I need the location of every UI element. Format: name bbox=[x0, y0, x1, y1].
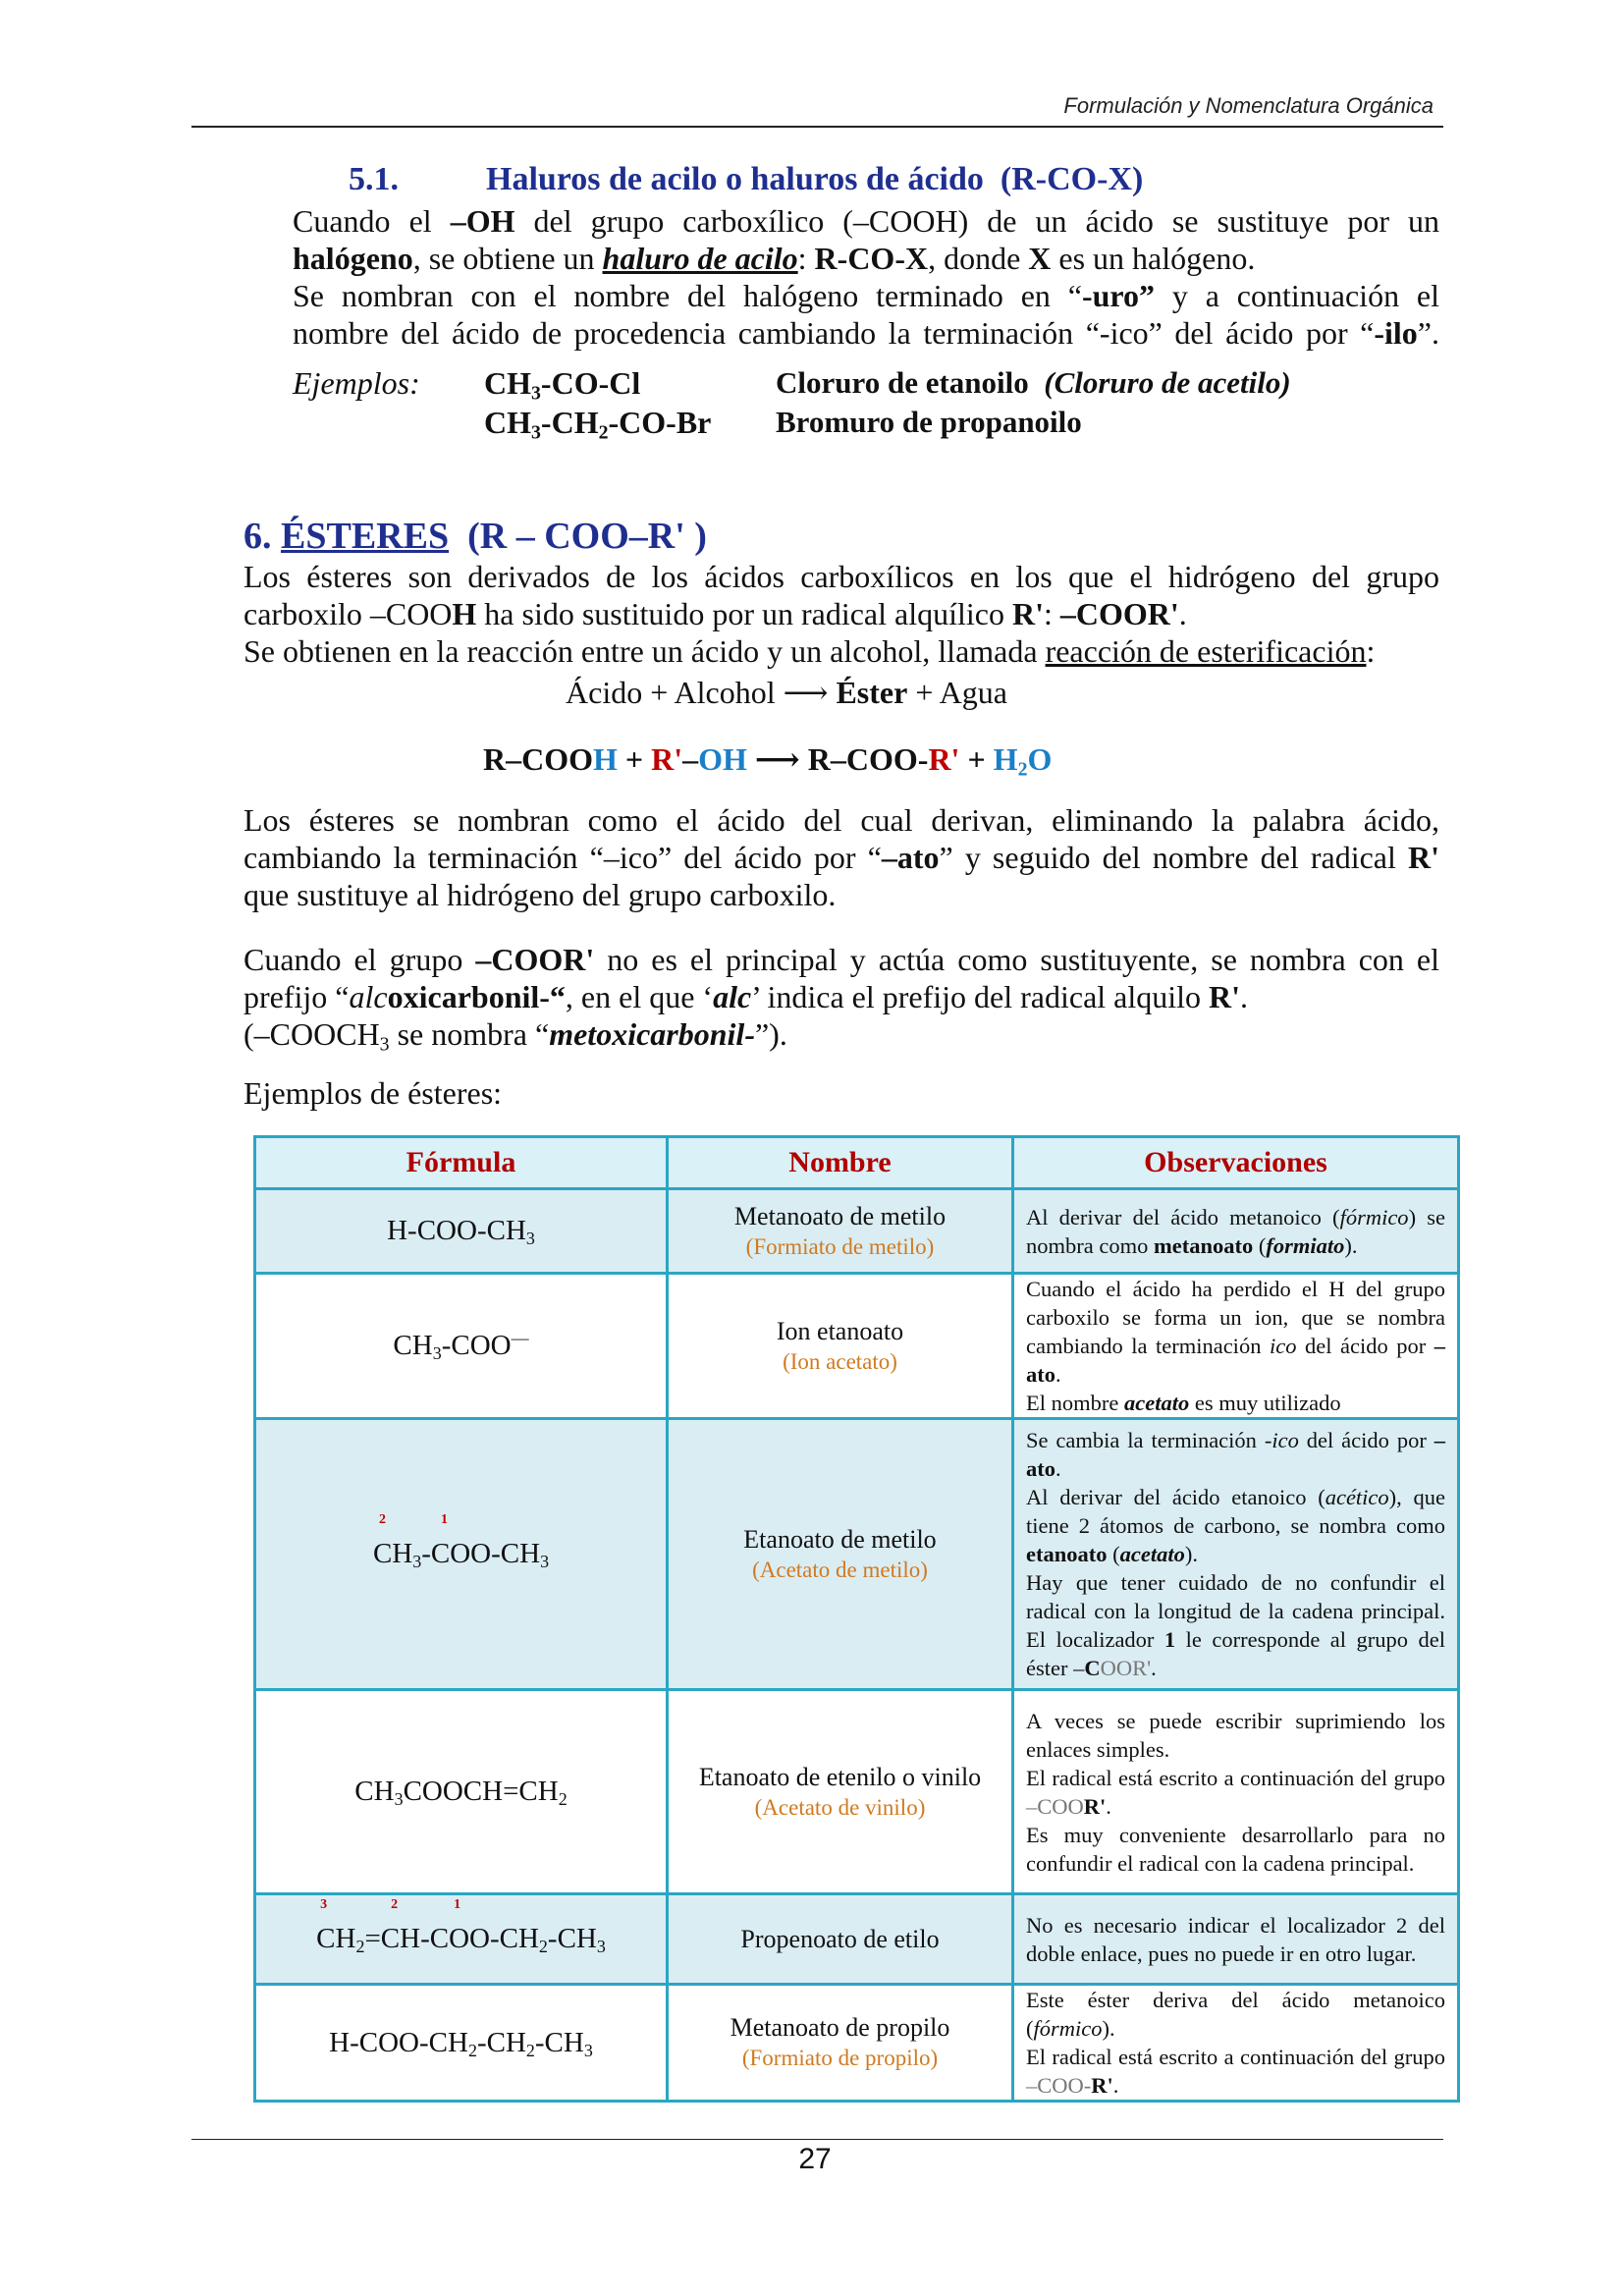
reaction-word-equation: Ácido + Alcohol ⟶ Éster + Agua bbox=[566, 675, 1007, 710]
table-row bbox=[255, 1419, 1459, 1690]
row-2-name: Ion etanoato (Ion acetato) bbox=[668, 1274, 1013, 1419]
row-4-name: Etanoato de etenilo o vinilo (Acetato de vinilo) bbox=[668, 1690, 1013, 1894]
row-6-formula: $H-COO-CH_2-CH_2-CH_3$ bbox=[255, 1985, 668, 2102]
row-5-observations: No es necesario indicar el localizador 2 del doble enlace, pues no puede ir en otro lugar. bbox=[1013, 1894, 1459, 1985]
section-6-formula: (R – COO–R' ) bbox=[467, 516, 707, 557]
table-row bbox=[255, 1189, 1459, 1274]
header-rule bbox=[191, 126, 1443, 128]
row-1-observations: Al derivar del ácido metanoico (fórmico) se nombra como metanoato (formiato). bbox=[1013, 1189, 1459, 1274]
s6-line-2: carboxilo –COOH ha sido sustituido por un radical alquílico R': –COOR'. bbox=[243, 596, 1187, 631]
s6-line-7: Cuando el grupo –COOR' no es el principal y actúa como sustituyente, se nombra con el bbox=[243, 942, 1439, 977]
esters-table bbox=[253, 1135, 1460, 2103]
section-6-number: 6. bbox=[243, 516, 272, 557]
s6-line-1: Los ésteres son derivados de los ácidos carboxílicos en los que el hidrógeno del grupo bbox=[243, 559, 1439, 594]
section-5-1-formula: (R-CO-X) bbox=[1000, 161, 1144, 197]
table-row bbox=[255, 1985, 1459, 2102]
s6-examples-label: Ejemplos de ésteres: bbox=[243, 1075, 503, 1111]
s51-example-2-name: Bromuro de propanoilo bbox=[776, 405, 1082, 439]
section-6-heading bbox=[243, 515, 707, 558]
section-5-1-number: 5.1. bbox=[349, 161, 399, 197]
column-header-observations: Observaciones bbox=[1013, 1137, 1459, 1189]
s6-line-9: ($-COOCH_3$ se nombra “metoxicarbonil-”). bbox=[243, 1016, 787, 1056]
running-header: Formulación y Nomenclatura Orgánica bbox=[1063, 93, 1434, 118]
row-5-name: Propenoato de etilo bbox=[668, 1894, 1013, 1985]
row-2-formula: $CH_3-COO^—$ bbox=[255, 1274, 668, 1419]
s6-line-5: cambiando la terminación “–ico” del ácido por “–ato” y seguido del nombre del radical R' bbox=[243, 840, 1440, 875]
row-3-name: Etanoato de metilo (Acetato de metilo) bbox=[668, 1419, 1013, 1690]
s51-examples-label: Ejemplos: bbox=[293, 365, 420, 401]
row-3-observations: Se cambia la terminación -ico del ácido por –ato. Al derivar del ácido etanoico (acético), que tiene 2 átomos de carbono, se nombra como etanoato (acetato). Hay que tener cuidado de no confundir el radical con la longitud de la cadena principal. El localizador 1 le corresponde al grupo del éster –COOR'. bbox=[1013, 1419, 1459, 1690]
s51-example-2-formula: $CH_3-CH_2-CO-Br$ bbox=[484, 405, 712, 444]
table-row bbox=[255, 1690, 1459, 1894]
row-6-name: Metanoato de propilo (Formiato de propilo) bbox=[668, 1985, 1013, 2102]
s51-line-2: halógeno, se obtiene un haluro de acilo: R-CO-X, donde X es un halógeno. bbox=[293, 241, 1256, 276]
row-1-formula: $H-COO-CH_3$ bbox=[255, 1189, 668, 1274]
row-4-formula: $CH_3COOCH=CH_2$ bbox=[255, 1690, 668, 1894]
s51-example-1-name: Cloruro de etanoilo (Cloruro de acetilo) bbox=[776, 365, 1291, 400]
s51-line-1: Cuando el –OH del grupo carboxílico (–COOH) de un ácido se sustituye por un bbox=[293, 203, 1440, 239]
reaction-formula-equation: R–COOH + R'–OH ⟶ $R-COO-R' + H_2O$ bbox=[483, 741, 1053, 781]
page-number: 27 bbox=[798, 2143, 832, 2175]
table-header-row bbox=[255, 1137, 1459, 1189]
s51-example-1-formula: $CH_3-CO-Cl$ bbox=[484, 365, 641, 405]
s51-line-4: nombre del ácido de procedencia cambiando la terminación “-ico” del ácido por “-ilo”. bbox=[293, 315, 1439, 351]
table-row bbox=[255, 1894, 1459, 1985]
s6-line-3: Se obtienen en la reacción entre un ácido y un alcohol, llamada reacción de esterificación: bbox=[243, 633, 1376, 669]
row-5-formula: 3 2 1 $CH_2=CH-COO-CH_2-CH_3$ bbox=[255, 1894, 668, 1985]
row-3-formula: 2 1 $CH_3-COO-CH_3$ bbox=[255, 1419, 668, 1690]
row-2-observations: Cuando el ácido ha perdido el H del grupo carboxilo se forma un ion, que se nombra cambiando la terminación ico del ácido por –ato. El nombre acetato es muy utilizado bbox=[1013, 1274, 1459, 1419]
s6-line-6: que sustituye al hidrógeno del grupo carboxilo. bbox=[243, 877, 837, 912]
footer-rule bbox=[191, 2139, 1443, 2140]
s51-line-3: Se nombran con el nombre del halógeno terminado en “-uro” y a continuación el bbox=[293, 278, 1440, 313]
s6-line-4: Los ésteres se nombran como el ácido del cual derivan, eliminando la palabra ácido, bbox=[243, 802, 1439, 838]
section-6-title: ÉSTERES bbox=[281, 516, 450, 557]
section-5-1-title: Haluros de acilo o haluros de ácido bbox=[486, 161, 984, 197]
section-5-1-heading bbox=[486, 161, 1143, 198]
row-1-name: Metanoato de metilo (Formiato de metilo) bbox=[668, 1189, 1013, 1274]
table-row bbox=[255, 1274, 1459, 1419]
s6-line-8: prefijo “alcoxicarbonil-“, en el que ‘alc’ indica el prefijo del radical alquilo R'. bbox=[243, 979, 1249, 1014]
column-header-name: Nombre bbox=[668, 1137, 1013, 1189]
column-header-formula: Fórmula bbox=[255, 1137, 668, 1189]
row-4-observations: A veces se puede escribir suprimiendo los enlaces simples. El radical está escrito a continuación del grupo –COOR'. Es muy conveniente desarrollarlo para no confundir el radical con la cadena principal. bbox=[1013, 1690, 1459, 1894]
row-6-observations: Este éster deriva del ácido metanoico (fórmico). El radical está escrito a continuación del grupo –COO-R'. bbox=[1013, 1985, 1459, 2102]
